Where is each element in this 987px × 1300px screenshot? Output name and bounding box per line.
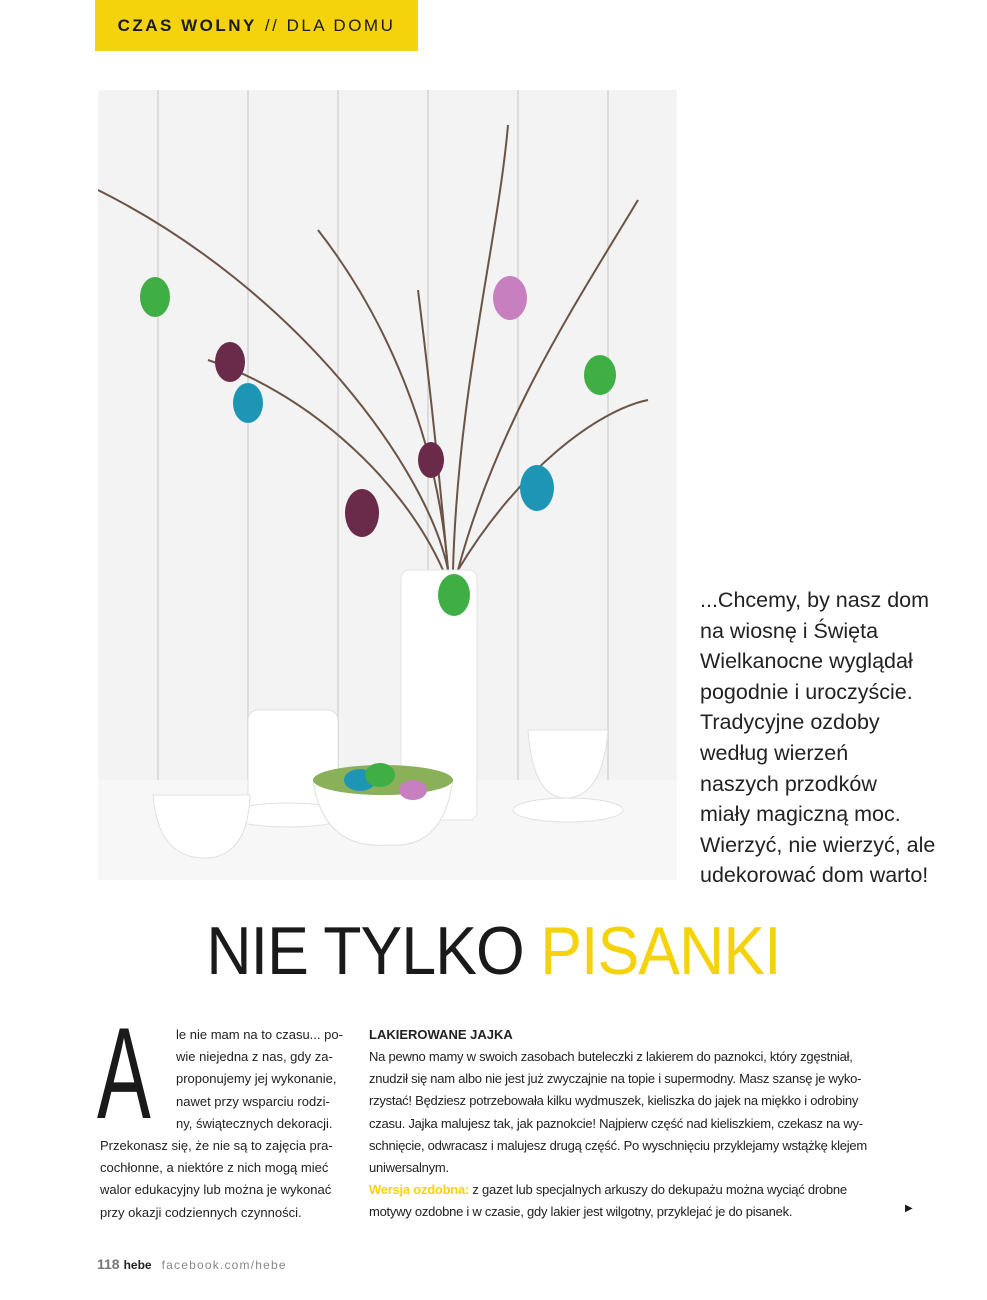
text-span: z gazet lub specjalnych arkuszy do dekupażu można wyciąć drobne xyxy=(469,1182,847,1198)
quote-line: Wielkanocne wyglądał xyxy=(700,649,913,674)
page-footer xyxy=(97,1256,287,1272)
quote-line: Tradycyjne ozdoby xyxy=(700,710,880,735)
quote-line: Wierzyć, nie wierzyć, ale xyxy=(700,832,936,857)
separator: // xyxy=(264,15,280,35)
text-line: motywy ozdobne i w czasie, gdy lakier jest wilgotny, przyklejać je do pisanek. xyxy=(369,1204,793,1220)
text-line: cochłonne, a niektóre z nich mogą mieć xyxy=(100,1160,329,1176)
section-header xyxy=(95,0,418,51)
continue-arrow-icon: ▶ xyxy=(905,1203,913,1214)
brand-name: hebe xyxy=(123,1258,152,1272)
easter-branches-photo xyxy=(98,90,677,880)
highlight-label: Wersja ozdobna: xyxy=(369,1182,470,1198)
text-line: schnięcie, odwracasz i malujesz drugą część. Po wyschnięciu przyklejamy wstążkę klejem xyxy=(369,1137,867,1153)
text-line: Przekonasz się, że nie są to zajęcia pra- xyxy=(100,1138,333,1154)
lacquered-eggs-column xyxy=(369,1024,894,1224)
text-line: przy okazji codziennych czynności. xyxy=(100,1204,302,1220)
section-heading: LAKIEROWANE JAJKA xyxy=(369,1027,513,1042)
intro-column xyxy=(100,1024,355,1224)
title-part-yellow: PISANKI xyxy=(540,913,781,989)
text-line: nawet przy wsparciu rodzi- xyxy=(176,1093,330,1109)
text-line: Na pewno mamy w swoich zasobach buteleczki z lakierem do paznokci, który zgęstniał, xyxy=(369,1049,853,1064)
text-line: walor edukacyjny lub można je wykonać xyxy=(100,1182,332,1198)
text-line xyxy=(369,1179,894,1201)
pull-quote xyxy=(700,585,960,891)
text-line: czasu. Jajka malujesz tak, jak paznokcie! Najpierw część nad kieliszkiem, czekasz na wy- xyxy=(369,1115,863,1131)
quote-line: udekorować dom warto! xyxy=(700,863,929,888)
subsection-label: DLA DOMU xyxy=(286,15,396,35)
drop-cap: A xyxy=(97,1000,151,1146)
text-line: uniwersalnym. xyxy=(369,1160,449,1176)
text-line: ny, świątecznych dekoracji. xyxy=(176,1115,333,1131)
text-line: znudził się nam albo nie jest już zwyczajnie na topie i supermodny. Masz szansę je wyko- xyxy=(369,1071,862,1087)
quote-line: naszych przodków xyxy=(700,771,877,796)
quote-line: według wierzeń xyxy=(700,740,849,765)
page-number: 118 xyxy=(97,1256,120,1272)
facebook-link: facebook.com/hebe xyxy=(161,1258,287,1272)
quote-line: ...Chcemy, by nasz dom xyxy=(700,588,930,612)
quote-line: na wiosnę i Święta xyxy=(700,618,879,643)
text-line: proponujemy jej wykonanie, xyxy=(176,1071,337,1087)
text-line: wie niejedna z nas, gdy za- xyxy=(176,1049,333,1065)
text-line: rzystać! Będziesz potrzebowała kilku wydmuszek, kieliszka do jajek na miękko i odrobiny xyxy=(369,1093,859,1109)
section-label: CZAS WOLNY xyxy=(117,15,257,35)
quote-line: miały magiczną moc. xyxy=(700,802,901,827)
text-line: le nie mam na to czasu... po- xyxy=(176,1027,343,1042)
title-part-black: NIE TYLKO xyxy=(206,913,524,989)
quote-line: pogodnie i uroczyście. xyxy=(700,679,913,704)
article-title xyxy=(39,912,947,990)
